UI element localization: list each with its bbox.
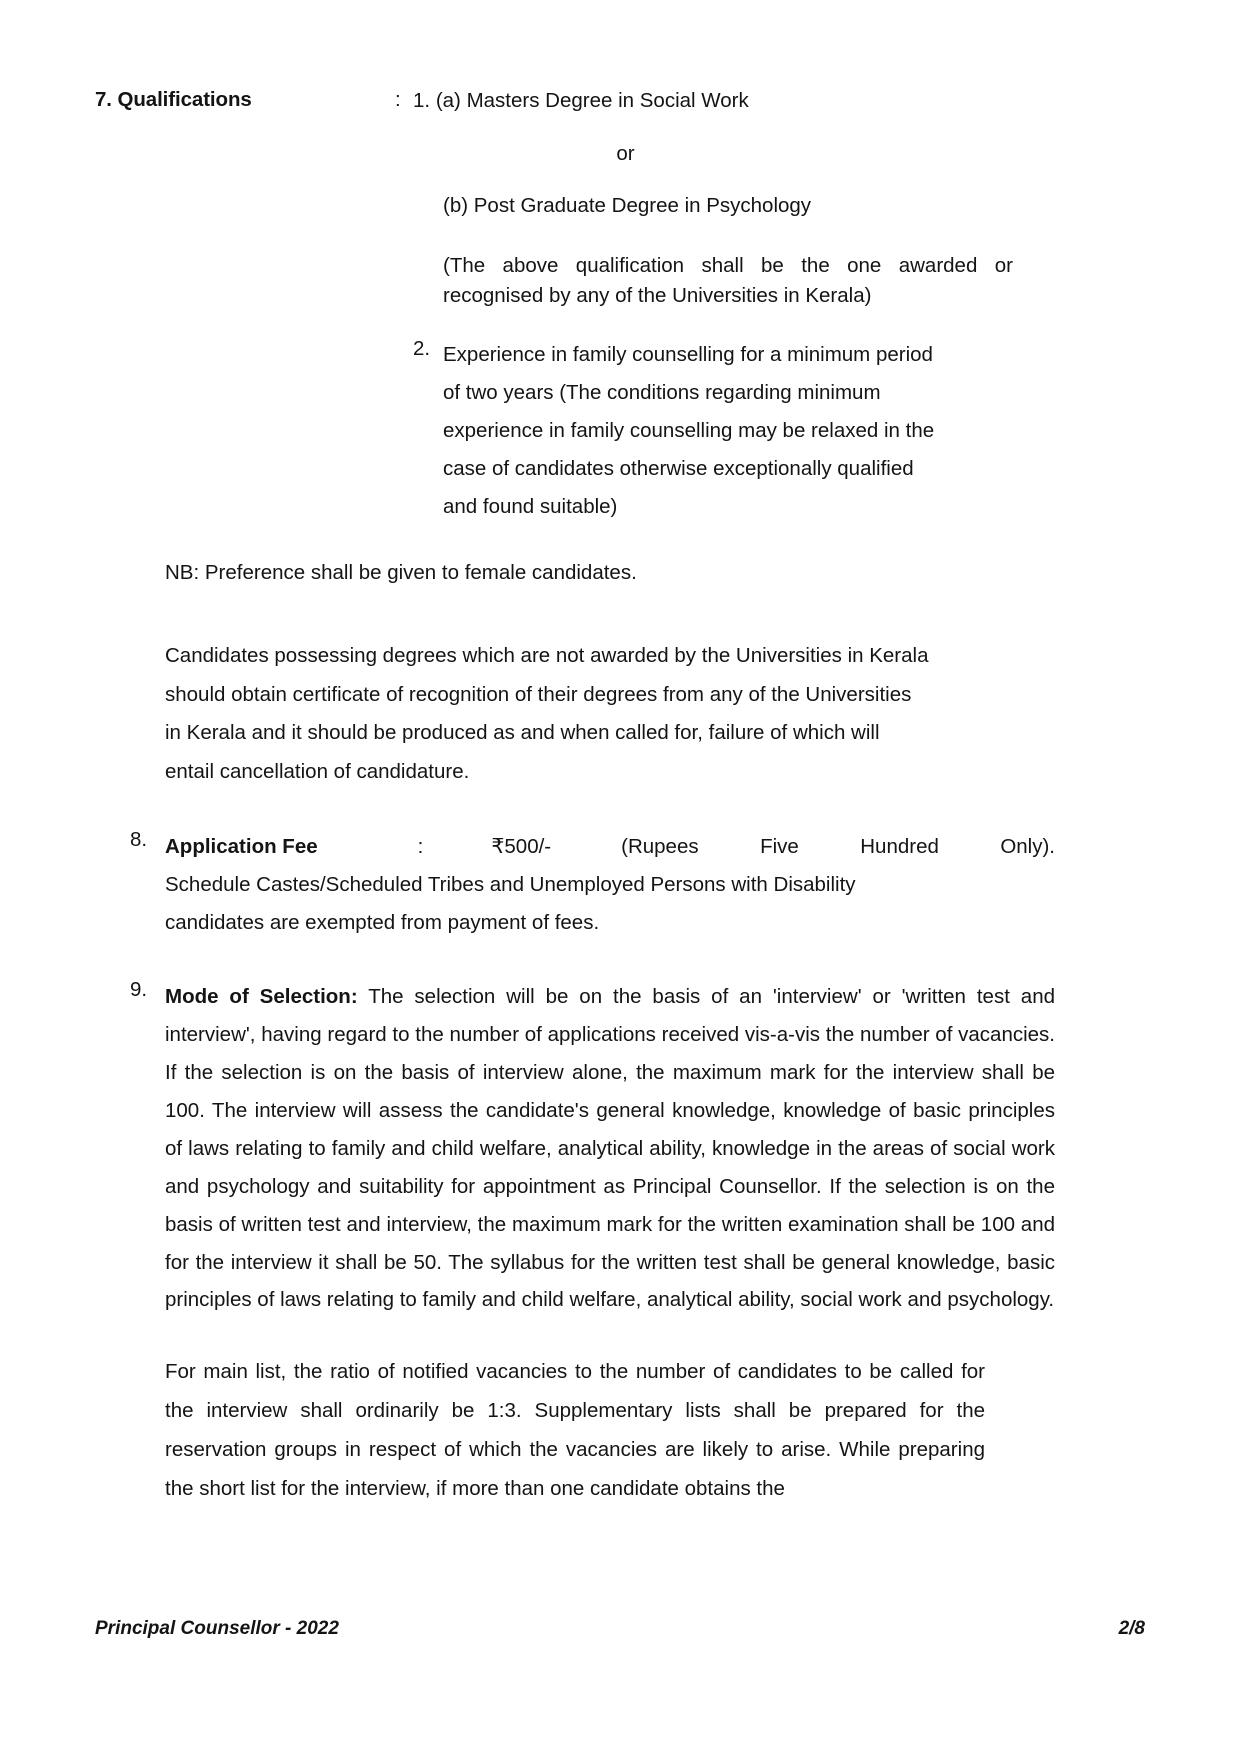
- qualification-note: (The above qualification shall be the one awarded or recognised by any of the Universities in Kerala): [443, 253, 1013, 307]
- mode-of-selection-body: The selection will be on the basis of an 'interview' or 'written test and interview', having regard to the number of applications received vis-a-vis the number of vacancies. If the selection is on the basis of interview alone, the maximum mark for the interview shall be 100. The interview will assess the candidate's general knowledge, knowledge of basic principles of laws relating to family and child welfare, analytical ability, knowledge in the areas of social work and psychology and suitability for appointment as Principal Counsellor. If the selection is on the basis of written test and interview, the maximum mark for the written examination shall be 100 and for the interview it shall be 50. The syllabus for the written test shall be general knowledge, basic principles of laws relating to family and child welfare, analytical ability, social work and psychology.: [165, 985, 1055, 1312]
- application-fee-label: Application Fee: [165, 835, 318, 859]
- qualifications-label: [95, 88, 395, 113]
- application-fee-word: Hundred: [860, 835, 939, 859]
- application-fee-line: [165, 828, 1055, 866]
- page-number: 2/8: [1118, 1618, 1145, 1639]
- application-fee-amount: ₹500/-: [491, 835, 552, 859]
- page-content: [95, 88, 1055, 1509]
- qualifications-number: 7.: [95, 88, 112, 111]
- mode-of-selection-heading: Mode of Selection:: [165, 985, 358, 1009]
- qualifications-body: [413, 88, 1013, 526]
- application-fee-words: [621, 828, 1055, 866]
- qualification-item-1b: (b) Post Graduate Degree in Psychology: [443, 194, 812, 218]
- qualification-or: or: [616, 141, 635, 165]
- qualifications-label-text: Qualifications: [117, 88, 252, 111]
- candidates-line: in Kerala and it should be produced as and when called for, failure of which will: [165, 721, 880, 745]
- qualification-item-2-line: case of candidates otherwise exceptionally qualified: [443, 457, 914, 481]
- qualifications-section: [95, 88, 1013, 526]
- qualification-1a-text: (a) Masters Degree in Social Work: [435, 89, 749, 112]
- mode-of-selection-number: 9.: [130, 978, 148, 1002]
- application-fee-number: 8.: [130, 828, 148, 852]
- main-list-paragraph: For main list, the ratio of notified vacancies to the number of candidates to be called for the interview shall ordinarily be 1:3. Supplementary lists shall be prepared for the reservation groups in respect of which the vacancies are likely to arise. While preparing the short list for the interview, if more than one candidate obtains the: [165, 1360, 985, 1501]
- application-fee-word: (Rupees: [621, 835, 699, 859]
- qualification-item-2-line: and found suitable): [443, 495, 618, 518]
- candidates-line: should obtain certificate of recognition of their degrees from any of the Universities: [165, 682, 912, 706]
- application-fee-colon: :: [417, 835, 424, 859]
- page-footer: [95, 1618, 1145, 1640]
- qualification-item-2-number: 2.: [413, 337, 431, 361]
- qualification-item-1a: [413, 88, 1013, 114]
- footer-title: Principal Counsellor - 2022: [95, 1618, 339, 1639]
- candidates-paragraph: [165, 637, 985, 793]
- application-fee-rest-line: Schedule Castes/Scheduled Tribes and Unemployed Persons with Disability: [165, 873, 856, 897]
- mode-of-selection-section: [95, 978, 1055, 1319]
- qualifications-colon: :: [395, 88, 401, 111]
- mode-of-selection-paragraph: [165, 978, 1055, 1319]
- candidates-line: Candidates possessing degrees which are not awarded by the Universities in Kerala: [165, 643, 929, 667]
- qualification-item-2-line: Experience in family counselling for a minimum period: [443, 343, 933, 367]
- nb-note: NB: Preference shall be given to female candidates.: [165, 560, 637, 584]
- application-fee-rest-line: candidates are exempted from payment of fees.: [165, 911, 600, 935]
- qualification-item-1-number: 1.: [413, 89, 431, 112]
- candidates-line: entail cancellation of candidature.: [165, 760, 470, 784]
- qualification-item-2: [413, 336, 1013, 526]
- qualification-item-2-line: of two years (The conditions regarding minimum: [443, 381, 881, 405]
- application-fee-word: Five: [760, 835, 799, 859]
- application-fee-section: [95, 828, 1055, 942]
- application-fee-word: Only).: [1000, 835, 1055, 859]
- qualification-item-2-line: experience in family counselling may be relaxed in the: [443, 419, 935, 443]
